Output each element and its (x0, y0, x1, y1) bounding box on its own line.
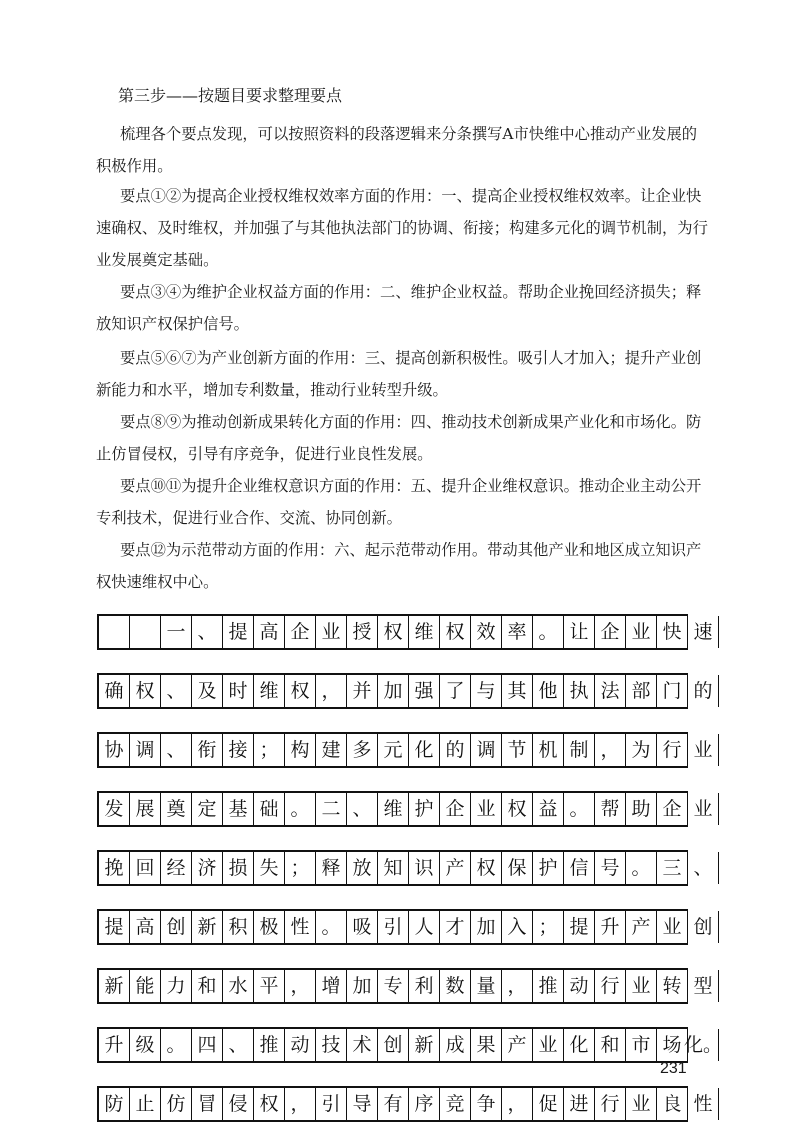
answer-grid-cell: 加 (471, 911, 502, 943)
answer-grid-cell: 授 (347, 616, 378, 648)
answer-grid-cell: 提 (564, 911, 595, 943)
page-number: 231 (660, 1060, 687, 1077)
answer-grid-cell: 量 (471, 970, 502, 1002)
answer-grid-cell: 提 (99, 911, 130, 943)
answer-grid-cell: 快 (657, 616, 688, 648)
answer-grid-cell: 动 (564, 970, 595, 1002)
answer-grid-cell: 的 (688, 675, 719, 707)
answer-grid-cell: 高 (254, 616, 285, 648)
answer-grid-cell: 序 (409, 1088, 440, 1120)
answer-grid-cell: 。 (285, 793, 316, 825)
answer-grid-cell: 化 (564, 1029, 595, 1061)
answer-grid-row (97, 673, 713, 709)
answer-grid-cell: 性 (285, 911, 316, 943)
answer-grid-cell: 构 (285, 734, 316, 766)
answer-grid-cell: 权 (130, 675, 161, 707)
answer-grid-cell: ， (285, 1088, 316, 1120)
answer-grid-cell: ， (502, 1088, 533, 1120)
answer-grid-cell: 号 (595, 852, 626, 884)
answer-grid-cell: 市 (626, 1029, 657, 1061)
answer-grid-cell: 护 (409, 793, 440, 825)
answer-grid-row (97, 732, 713, 768)
section-heading: 第三步——按题目要求整理要点 (118, 86, 343, 105)
answer-grid-cell: 了 (440, 675, 471, 707)
answer-grid-cell: 加 (347, 970, 378, 1002)
answer-grid-cell: 竞 (440, 1088, 471, 1120)
paragraph-point-3-4: 要点③④为维护企业权益方面的作用：二、维护企业权益。帮助企业挽回经济损失；释放知识产权保护信号。 (96, 283, 702, 333)
answer-grid-cell: 速 (688, 616, 719, 648)
answer-grid-cell: 、 (192, 616, 223, 648)
answer-grid-cell: 良 (657, 1088, 688, 1120)
answer-grid-cell: 权 (440, 616, 471, 648)
answer-grid-cell: ， (316, 675, 347, 707)
answer-grid-cell: 展 (130, 793, 161, 825)
answer-grid-cell: 保 (502, 852, 533, 884)
answer-grid-cell: 维 (409, 616, 440, 648)
paragraph-point-8-9: 要点⑧⑨为推动创新成果转化方面的作用：四、推动技术创新成果产业化和市场化。防止仿冒侵权，引导有序竞争，促进行业良性发展。 (96, 413, 702, 463)
answer-grid-cell: 他 (533, 675, 564, 707)
answer-grid-cell: 多 (347, 734, 378, 766)
answer-grid-cell: 冒 (192, 1088, 223, 1120)
paragraph-intro: 梳理各个要点发现，可以按照资料的段落逻辑来分条撰写A市快维中心推动产业发展的积极作用。 (96, 125, 698, 175)
answer-grid-cell: 吸 (347, 911, 378, 943)
answer-grid-cell: 企 (595, 616, 626, 648)
answer-grid-cell: 助 (626, 793, 657, 825)
answer-grid-cell: 、 (161, 734, 192, 766)
answer-grid-cell: 。 (316, 911, 347, 943)
answer-grid-cell: 引 (316, 1088, 347, 1120)
answer-grid-cell: 成 (440, 1029, 471, 1061)
answer-grid-cell: ， (502, 970, 533, 1002)
answer-grid-cell: 水 (223, 970, 254, 1002)
answer-grid-cell: 平 (254, 970, 285, 1002)
answer-grid-cell: 型 (688, 970, 719, 1002)
answer-grid-cell: 能 (130, 970, 161, 1002)
answer-grid-cell: 帮 (595, 793, 626, 825)
answer-grid-cell: 与 (471, 675, 502, 707)
answer-grid-cell: 效 (471, 616, 502, 648)
answer-grid-cell: 企 (285, 616, 316, 648)
answer-grid-cell: 其 (502, 675, 533, 707)
answer-grid-cell: 调 (130, 734, 161, 766)
answer-grid-cell: 基 (223, 793, 254, 825)
answer-grid-cell: 让 (564, 616, 595, 648)
answer-grid-cell: 时 (223, 675, 254, 707)
answer-grid-cell: 术 (347, 1029, 378, 1061)
answer-grid-cell: 四 (192, 1029, 223, 1061)
answer-grid-cell: 节 (502, 734, 533, 766)
answer-grid-cell: ， (285, 970, 316, 1002)
answer-grid-cell: 一 (161, 616, 192, 648)
answer-grid-cell: 导 (347, 1088, 378, 1120)
answer-grid-cell: 业 (471, 793, 502, 825)
answer-grid-cell: 放 (347, 852, 378, 884)
answer-grid-cell: 率 (502, 616, 533, 648)
answer-grid-cell: 业 (316, 616, 347, 648)
answer-grid-cell: 元 (378, 734, 409, 766)
answer-grid-cell: 损 (223, 852, 254, 884)
answer-grid-cell: ； (254, 734, 285, 766)
answer-grid-cell: ； (285, 852, 316, 884)
answer-grid-cell: 建 (316, 734, 347, 766)
answer-grid-cell: 、 (688, 852, 719, 884)
answer-grid-cell: 行 (595, 1088, 626, 1120)
answer-grid-cell: 人 (409, 911, 440, 943)
answer-grid-cell: 业 (626, 1088, 657, 1120)
answer-grid-cell: 识 (409, 852, 440, 884)
answer-grid-cell: 权 (285, 675, 316, 707)
answer-grid-row (97, 1027, 723, 1063)
answer-grid-cell: 高 (130, 911, 161, 943)
paragraph-point-10-11: 要点⑩⑪为提升企业维权意识方面的作用：五、提升企业维权意识。推动企业主动公开专利技术，促进行业合作、交流、协同创新。 (96, 477, 702, 527)
answer-grid-cell: 加 (378, 675, 409, 707)
answer-grid-cell: 门 (657, 675, 688, 707)
answer-grid-cell: 信 (564, 852, 595, 884)
answer-grid-cell: 防 (99, 1088, 130, 1120)
answer-grid-cell: 业 (626, 970, 657, 1002)
answer-grid-cell: 创 (688, 911, 719, 943)
answer-grid-cell: 性 (688, 1088, 719, 1120)
answer-grid-cell: 推 (533, 970, 564, 1002)
answer-grid-cell: 奠 (161, 793, 192, 825)
answer-grid-cell: 进 (564, 1088, 595, 1120)
answer-grid-cell: 创 (378, 1029, 409, 1061)
answer-grid-cell: 入 (502, 911, 533, 943)
answer-grid-cell: 有 (378, 1088, 409, 1120)
answer-grid-cell: 级 (130, 1029, 161, 1061)
answer-grid-cell: 利 (409, 970, 440, 1002)
answer-grid-cell: 法 (595, 675, 626, 707)
answer-grid-cell: 创 (161, 911, 192, 943)
answer-grid-cell: 业 (657, 911, 688, 943)
answer-grid-row (97, 614, 713, 650)
answer-grid-cell: 止 (130, 1088, 161, 1120)
answer-grid-cell: 协 (99, 734, 130, 766)
answer-grid-cell: 业 (688, 793, 719, 825)
answer-grid-cell: 和 (595, 1029, 626, 1061)
answer-grid-cell: 企 (657, 793, 688, 825)
answer-grid-cell: 积 (223, 911, 254, 943)
answer-grid-cell: 动 (285, 1029, 316, 1061)
answer-grid-cell: 机 (533, 734, 564, 766)
answer-grid-cell: 权 (378, 616, 409, 648)
answer-grid-row (97, 968, 713, 1004)
answer-grid-cell (130, 616, 161, 648)
answer-grid-cell: 新 (99, 970, 130, 1002)
paragraph-point-5-7: 要点⑤⑥⑦为产业创新方面的作用：三、提高创新积极性。吸引人才加入；提升产业创新能力和水平，增加专利数量，推动行业转型升级。 (96, 349, 702, 399)
answer-grid-cell: 新 (409, 1029, 440, 1061)
answer-grid-cell: 部 (626, 675, 657, 707)
answer-grid-cell: 三 (657, 852, 688, 884)
answer-grid-row (97, 850, 713, 886)
answer-grid-cell: 释 (316, 852, 347, 884)
answer-grid-cell: 数 (440, 970, 471, 1002)
answer-grid-cell: 。 (533, 616, 564, 648)
answer-grid-cell: 技 (316, 1029, 347, 1061)
answer-grid-row (97, 791, 713, 827)
answer-grid-cell: 知 (378, 852, 409, 884)
answer-grid-cell: 升 (99, 1029, 130, 1061)
answer-grid-cell (99, 616, 130, 648)
answer-grid-cell: 极 (254, 911, 285, 943)
answer-grid-cell: 挽 (99, 852, 130, 884)
answer-grid-cell: 促 (533, 1088, 564, 1120)
paragraph-point-1-2: 要点①②为提高企业授权维权效率方面的作用：一、提高企业授权维权效率。让企业快速确权、及时维权，并加强了与其他执法部门的协调、衔接；构建多元化的调节机制，为行业发展奠定基础。 (96, 187, 708, 269)
answer-grid-cell: 。 (626, 852, 657, 884)
answer-grid-cell: 确 (99, 675, 130, 707)
answer-grid-cell: 发 (99, 793, 130, 825)
answer-grid-cell: 、 (223, 1029, 254, 1061)
answer-grid-cell: 的 (440, 734, 471, 766)
answer-grid-cell: 失 (254, 852, 285, 884)
answer-grid-cell: 提 (223, 616, 254, 648)
answer-grid-cell: 产 (440, 852, 471, 884)
answer-grid-cell: 衔 (192, 734, 223, 766)
answer-grid-cell: 济 (192, 852, 223, 884)
answer-grid-cell: 业 (688, 734, 719, 766)
answer-grid-cell: 增 (316, 970, 347, 1002)
answer-grid-cell: 仿 (161, 1088, 192, 1120)
answer-grid-cell: 础 (254, 793, 285, 825)
answer-grid-cell: 护 (533, 852, 564, 884)
answer-grid-cell: 强 (409, 675, 440, 707)
answer-grid-cell: 益 (533, 793, 564, 825)
answer-grid-cell: 专 (378, 970, 409, 1002)
answer-grid-cell: 及 (192, 675, 223, 707)
answer-grid-cell: 。 (564, 793, 595, 825)
answer-grid-cell: 行 (595, 970, 626, 1002)
answer-grid-cell: 为 (626, 734, 657, 766)
answer-grid-cell: 制 (564, 734, 595, 766)
answer-grid-cell: 权 (254, 1088, 285, 1120)
answer-grid-cell: 维 (378, 793, 409, 825)
answer-grid-cell: 业 (533, 1029, 564, 1061)
answer-grid-cell: 产 (626, 911, 657, 943)
answer-grid-cell: 权 (502, 793, 533, 825)
answer-grid-cell: ； (533, 911, 564, 943)
answer-grid-cell: 侵 (223, 1088, 254, 1120)
answer-grid-cell: 升 (595, 911, 626, 943)
answer-grid-cell: 并 (347, 675, 378, 707)
answer-grid-cell: 化。 (688, 1029, 719, 1061)
answer-grid-cell: 维 (254, 675, 285, 707)
answer-grid-cell: 力 (161, 970, 192, 1002)
answer-grid-cell: 推 (254, 1029, 285, 1061)
answer-grid-row (97, 1086, 713, 1122)
answer-grid-cell: 、 (347, 793, 378, 825)
answer-grid-cell: 新 (192, 911, 223, 943)
answer-grid-cell: 引 (378, 911, 409, 943)
answer-grid-cell: 业 (626, 616, 657, 648)
answer-grid-cell: 接 (223, 734, 254, 766)
answer-grid-cell: 回 (130, 852, 161, 884)
answer-grid-cell: 转 (657, 970, 688, 1002)
answer-grid-cell: ， (595, 734, 626, 766)
paragraph-point-12: 要点⑫为示范带动方面的作用：六、起示范带动作用。带动其他产业和地区成立知识产权快速维权中心。 (96, 541, 702, 591)
answer-grid-cell: 化 (409, 734, 440, 766)
answer-grid-cell: 二 (316, 793, 347, 825)
answer-grid-cell: 调 (471, 734, 502, 766)
answer-grid (97, 614, 723, 1145)
answer-grid-cell: 经 (161, 852, 192, 884)
answer-grid-cell: 行 (657, 734, 688, 766)
answer-grid-cell: 、 (161, 675, 192, 707)
answer-grid-row (97, 909, 713, 945)
answer-grid-cell: 企 (440, 793, 471, 825)
answer-grid-cell: 权 (471, 852, 502, 884)
answer-grid-cell: 产 (502, 1029, 533, 1061)
answer-grid-cell: 执 (564, 675, 595, 707)
answer-grid-cell: 场 (657, 1029, 688, 1061)
answer-grid-cell: 争 (471, 1088, 502, 1120)
answer-grid-cell: 果 (471, 1029, 502, 1061)
answer-grid-cell: 才 (440, 911, 471, 943)
answer-grid-cell: 。 (161, 1029, 192, 1061)
answer-grid-cell: 定 (192, 793, 223, 825)
answer-grid-cell: 和 (192, 970, 223, 1002)
